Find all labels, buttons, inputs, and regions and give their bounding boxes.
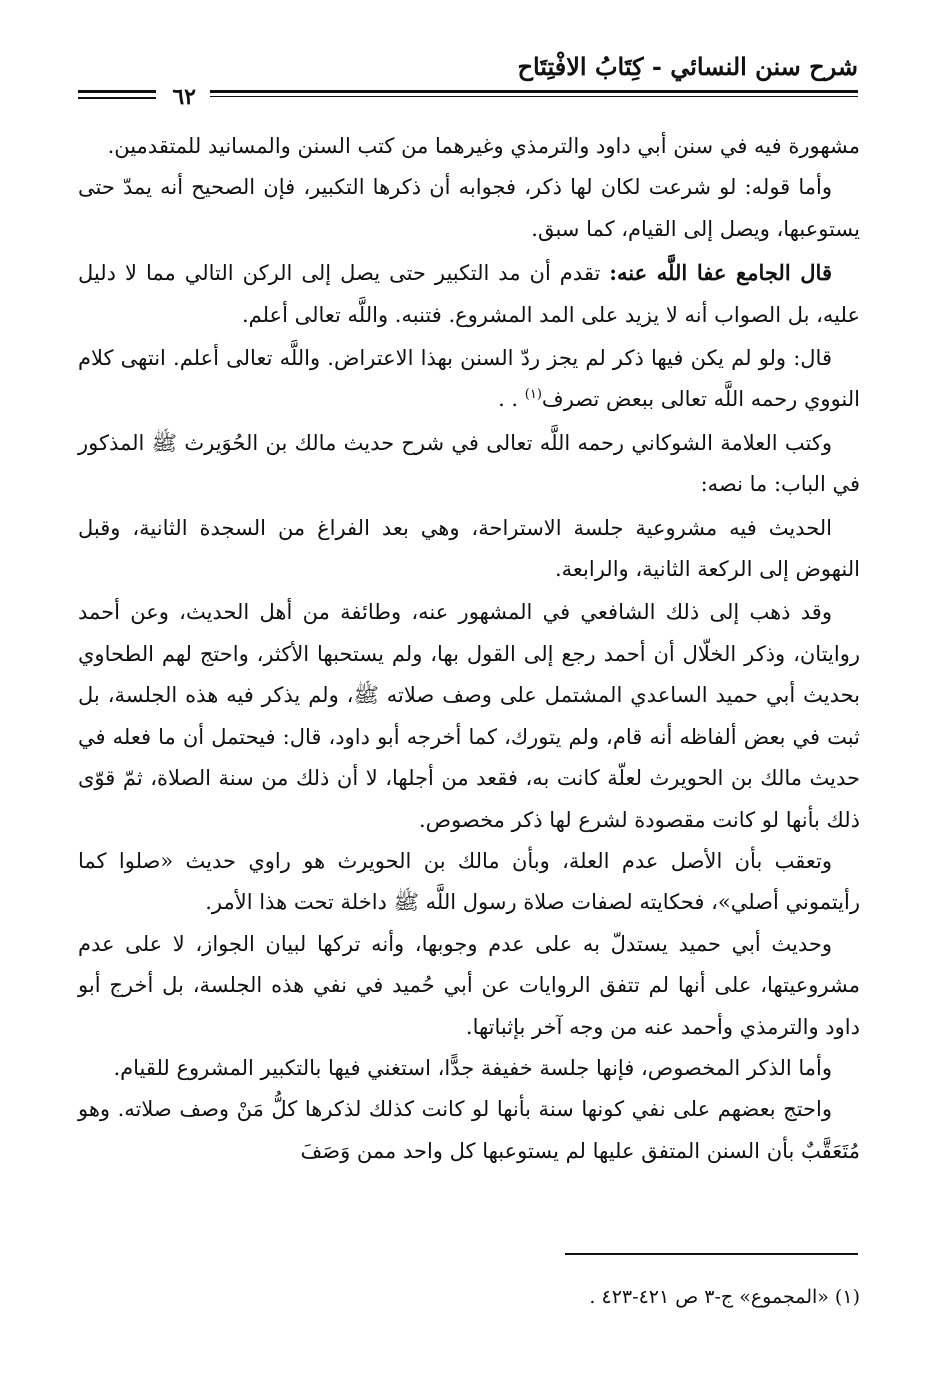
- paragraph: وتعقب بأن الأصل عدم العلة، وبأن مالك بن الحويرث هو راوي حديث «صلوا كما رأيتموني أصلي»، فحكايته لصفات صلاة رسول اللَّه ﷺ داخلة تحت هذا الأمر.: [78, 848, 860, 915]
- paragraph: مشهورة فيه في سنن أبي داود والترمذي وغيرهما من كتب السنن والمسانيد للمتقدمين.: [107, 134, 860, 158]
- paragraph: وكتب العلامة الشوكاني رحمه اللَّه تعالى في شرح حديث مالك بن الحُوَيرث ﷺ المذكور في الباب: ما نصه:: [78, 430, 860, 497]
- page-number-rule-thin: [78, 97, 156, 99]
- page-header: [78, 52, 858, 112]
- paragraph: [78, 252, 860, 336]
- speaker-label: قال الجامع عفا اللَّه عنه:: [609, 260, 832, 286]
- header-rule: [210, 90, 858, 93]
- paragraph: [78, 338, 860, 421]
- paragraph-text: . .: [498, 387, 525, 412]
- paragraph: وقد ذهب إلى ذلك الشافعي في المشهور عنه، وطائفة من أهل الحديث، وعن أحمد روايتان، وذكر الخلّال أن أحمد رجع إلى القول بها، ولم يستحبها الأكثر، واحتج لهم الطحاوي بحديث أبي حميد الساعدي المشتمل على وصف صلاته ﷺ، ولم يذكر فيه هذه الجلسة، بل ثبت في بعض ألفاظه أنه قام، ولم يتورك، كما أخرجه أبو داود، قال: فيحتمل أن ما فعله في حديث مالك بن الحويرث لعلّة كانت به، فقعد من أجلها، لا أن ذلك من سنة الصلاة، ثمّ قوّى ذلك بأنها لو كانت مقصودة لشرع لها ذكر مخصوص.: [78, 600, 860, 832]
- page-number: ٦٢: [172, 84, 196, 110]
- main-text: [78, 126, 860, 1172]
- paragraph: وأما قوله: لو شرعت لكان لها ذكر، فجوابه أن ذكرها التكبير، فإن الصحيح أنه يمدّ حتى يستوعبها، ويصل إلى القيام، كما سبق.: [78, 175, 860, 241]
- running-title: شرح سنن النسائي - كِتَابُ الافْتِتَاح: [517, 52, 858, 81]
- footnote: (١) «المجموع» ج-٣ ص ٤٢١-٤٢٣ .: [589, 1286, 860, 1308]
- footnote-reference: (١): [524, 387, 542, 403]
- paragraph-text: تقدم أن مد التكبير حتى يصل إلى الركن التالي مما لا دليل عليه، بل الصواب أنه لا يزيد على المد المشروع. فتنبه. واللَّه تعالى أعلم.: [78, 261, 860, 327]
- paragraph: الحديث فيه مشروعية جلسة الاستراحة، وهي بعد الفراغ من السجدة الثانية، وقبل النهوض إلى الركعة الثانية، والرابعة.: [78, 515, 860, 582]
- paragraph: وأما الذكر المخصوص، فإنها جلسة خفيفة جدًّا، استغني فيها بالتكبير المشروع للقيام.: [113, 1055, 832, 1080]
- page-number-rule: [78, 90, 156, 93]
- paragraph: واحتج بعضهم على نفي كونها سنة بأنها لو كانت كذلك لذكرها كلُّ مَنْ وصف صلاته. وهو مُتَعَقَّبٌ بأن السنن المتفق عليها لم يستوعبها كل واحد ممن وَصَفَ: [78, 1097, 860, 1163]
- paragraph: وحديث أبي حميد يستدلّ به على عدم وجوبها، وأنه تركها لبيان الجواز، لا على عدم مشروعيتها، على أنها لم تتفق الروايات عن أبي حُميد في نفي هذه الجلسة، بل أخرج أبو داود والترمذي وأحمد عنه من وجه آخر بإثباتها.: [78, 931, 860, 1039]
- paragraph-text: قال: ولو لم يكن فيها ذكر لم يجز ردّ السنن بهذا الاعتراض. واللَّه تعالى أعلم. انتهى كلام النووي رحمه اللَّه تعالى ببعض تصرف: [78, 346, 860, 412]
- header-rule-thin: [210, 96, 858, 97]
- footnote-separator: [565, 1253, 858, 1255]
